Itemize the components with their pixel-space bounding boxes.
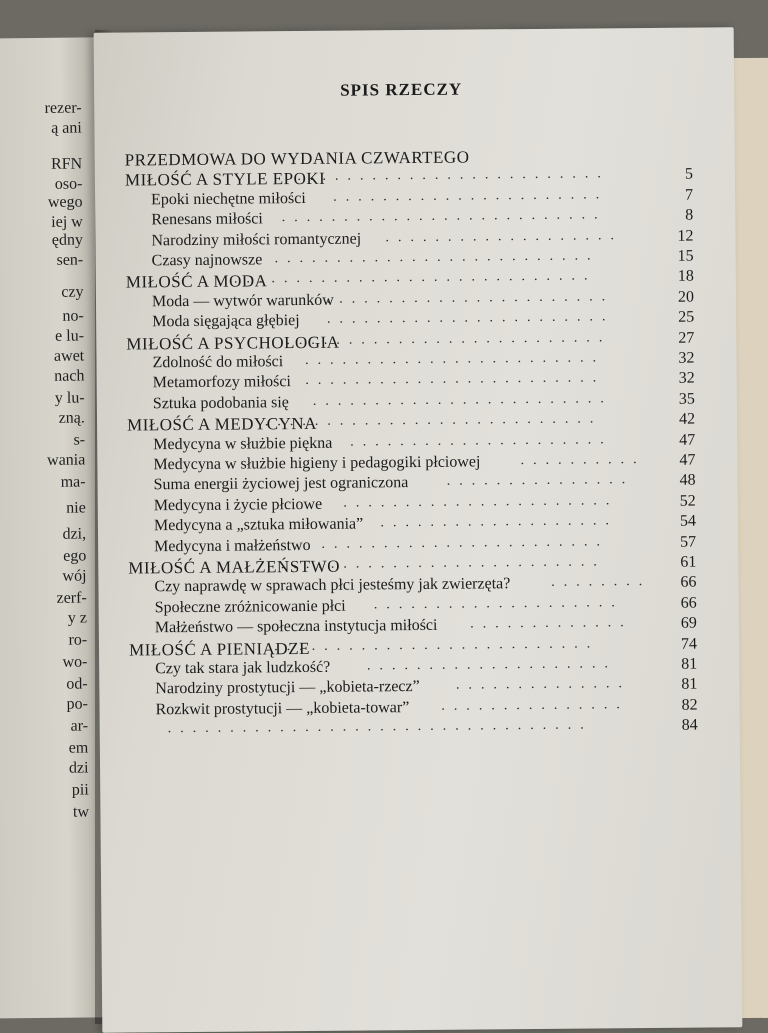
section-title: Czy naprawdę w sprawach płci jesteśmy jak zwierzęta? bbox=[154, 575, 511, 596]
left-page-text-fragment: dzi, bbox=[62, 525, 87, 543]
section-title: Narodziny miłości romantycznej bbox=[151, 230, 362, 249]
chapter-title: MIŁOŚĆ A MEDYCYNA bbox=[126, 414, 318, 435]
page-number: 74 bbox=[680, 635, 698, 653]
left-page-text-fragment: ma- bbox=[60, 473, 86, 491]
page-number: 66 bbox=[680, 573, 697, 592]
page-number: 48 bbox=[679, 471, 696, 490]
page-number: 27 bbox=[678, 329, 695, 347]
left-page-text-fragment: zną. bbox=[58, 409, 85, 427]
section-title: Epoki niechętne miłości bbox=[151, 189, 306, 209]
page-number: 12 bbox=[677, 227, 694, 245]
leader-dots: ........................ bbox=[312, 391, 613, 409]
leader-dots: ....................... bbox=[326, 289, 615, 307]
left-page-text-fragment: e lu- bbox=[55, 327, 85, 345]
left-page-text-fragment: dzi bbox=[68, 759, 89, 777]
left-page-text-fragment: y lu- bbox=[54, 389, 85, 407]
toc-section-row bbox=[100, 717, 720, 742]
leader-dots: .......................... bbox=[274, 636, 600, 654]
page-number: 42 bbox=[678, 410, 696, 428]
leader-dots: ...................... bbox=[333, 187, 609, 205]
table-of-contents bbox=[94, 27, 743, 1033]
section-title: Medycyna w służbie higieny i pedagogiki płciowej bbox=[153, 453, 481, 474]
left-page-text-fragment: nie bbox=[66, 499, 86, 517]
section-title: Społeczne zróżnicowanie płci bbox=[154, 597, 346, 617]
page-number: 32 bbox=[678, 349, 695, 367]
left-page-text-fragment: od- bbox=[66, 675, 88, 693]
leader-dots: .......................... bbox=[274, 248, 600, 267]
leader-dots: ...................... bbox=[343, 493, 619, 511]
chapter-title: MIŁOŚĆ A PIENIĄDZE bbox=[128, 638, 311, 660]
page-number: 84 bbox=[681, 716, 698, 734]
chapter-title: MIŁOŚĆ A MAŁŻEŃSTWO bbox=[128, 556, 341, 578]
page-number: 81 bbox=[681, 655, 698, 673]
page-number: 35 bbox=[678, 390, 695, 408]
leader-dots: ....................... bbox=[326, 309, 615, 327]
section-title: Medycyna i życie płciowe bbox=[153, 495, 323, 515]
section-title: Metamorfozy miłości bbox=[152, 373, 291, 392]
page-number: 47 bbox=[679, 451, 696, 469]
page-number: 82 bbox=[681, 696, 698, 714]
page-number: 18 bbox=[677, 267, 694, 286]
leader-dots: ........................ bbox=[305, 370, 606, 389]
leader-dots: .............. bbox=[455, 676, 632, 694]
page-title: SPIS RZECZY bbox=[340, 79, 463, 100]
leader-dots: ............... bbox=[441, 696, 629, 714]
chapter-title: MIŁOŚĆ A MODA bbox=[125, 271, 268, 292]
left-page-text-fragment: iej w bbox=[51, 213, 83, 231]
left-page-text-fragment: pii bbox=[71, 781, 89, 799]
section-title: Czasy najnowsze bbox=[151, 251, 263, 270]
page-number: 47 bbox=[679, 431, 696, 449]
leader-dots: .................... bbox=[366, 656, 618, 674]
page-number: 61 bbox=[680, 553, 697, 571]
chapter-title: MIŁOŚĆ A STYLE EPOKI bbox=[124, 169, 326, 190]
left-page-text-fragment: wego bbox=[47, 193, 83, 211]
section-title: Medycyna i małżeństwo bbox=[154, 536, 311, 555]
section-title: Moda sięgająca głębiej bbox=[152, 312, 300, 331]
left-page-text-fragment: po- bbox=[66, 695, 88, 713]
section-title: Narodziny prostytucji — „kobieta-rzecz” bbox=[155, 678, 420, 698]
section-title: Medycyna w służbie piękna bbox=[153, 434, 333, 453]
left-page-text-fragment: em bbox=[68, 739, 89, 757]
leader-dots: ............. bbox=[470, 615, 633, 632]
page-number: 8 bbox=[685, 206, 694, 224]
page-number: 54 bbox=[679, 512, 697, 530]
left-page-text-fragment: no- bbox=[62, 307, 84, 325]
section-title: Medycyna a „sztuka miłowania” bbox=[153, 515, 364, 535]
leader-dots: .................................. bbox=[167, 717, 593, 737]
left-page-text-fragment: s- bbox=[73, 431, 86, 449]
leader-dots: ................... bbox=[380, 513, 619, 531]
page-number: 20 bbox=[677, 288, 695, 306]
leader-dots: ................... bbox=[385, 227, 624, 245]
page-number: 7 bbox=[685, 186, 694, 204]
contents-page bbox=[94, 27, 743, 1033]
left-page-text-fragment: ar- bbox=[70, 717, 89, 735]
section-title: Czy tak stara jak ludzkość? bbox=[155, 658, 331, 678]
left-page-text-fragment: tw bbox=[72, 803, 90, 821]
leader-dots: ........................ bbox=[305, 350, 606, 368]
leader-dots: ........ bbox=[551, 574, 652, 591]
page-number: 57 bbox=[680, 533, 697, 551]
left-page-text-fragment: nach bbox=[54, 367, 85, 385]
leader-dots: .......................... bbox=[280, 554, 606, 573]
page-number: 5 bbox=[684, 165, 693, 184]
section-title: Rozkwit prostytucji — „kobieta-towar” bbox=[155, 698, 410, 719]
page-number: 69 bbox=[680, 614, 697, 632]
leader-dots: ............... bbox=[446, 472, 635, 490]
left-page-text-fragment: wój bbox=[62, 567, 87, 585]
chapter-title: MIŁOŚĆ A PSYCHOLOGIA bbox=[126, 332, 340, 354]
leader-dots: .......................... bbox=[286, 329, 612, 348]
left-page-text-fragment: zerf- bbox=[56, 589, 87, 607]
page-number: 81 bbox=[681, 675, 698, 694]
section-title: Sztuka podobania się bbox=[152, 393, 289, 413]
section-title: Suma energii życiowej jest ograniczona bbox=[153, 474, 409, 494]
page-number: 52 bbox=[679, 492, 696, 510]
leader-dots: ........................... bbox=[264, 411, 603, 430]
left-page-text-fragment: y z bbox=[67, 609, 88, 627]
left-page-text-fragment: ro- bbox=[68, 631, 88, 649]
left-page-text-fragment: sen- bbox=[56, 251, 84, 269]
left-page-text-fragment: rezer- bbox=[44, 99, 82, 117]
left-page-text-fragment: oso- bbox=[54, 175, 83, 193]
leader-dots: .......................... bbox=[284, 166, 610, 185]
section-title: Renesans miłości bbox=[151, 210, 263, 229]
section-title: Zdolność do miłości bbox=[152, 353, 284, 372]
page-number: 25 bbox=[678, 308, 695, 326]
left-page-text-fragment: wania bbox=[47, 451, 86, 469]
page-number: 66 bbox=[680, 594, 697, 612]
leader-dots: ..................... bbox=[350, 431, 613, 450]
leader-dots: ....................... bbox=[321, 533, 610, 552]
section-title: Małżeństwo — społeczna instytucja miłości bbox=[154, 617, 438, 637]
chapter-title: PRZEDMOWA DO WYDANIA CZWARTEGO bbox=[124, 147, 470, 170]
left-page-text-fragment: RFN bbox=[50, 155, 83, 173]
leader-dots: .................... bbox=[373, 595, 624, 613]
left-page-text-fragment: awet bbox=[53, 347, 85, 365]
left-page-text-fragment: ędny bbox=[51, 231, 84, 249]
leader-dots: .......................... bbox=[281, 207, 607, 226]
left-page-text-fragment: ą ani bbox=[51, 119, 82, 137]
leader-dots: ............................. bbox=[233, 268, 597, 287]
leader-dots: .......... bbox=[520, 452, 646, 469]
section-title: Moda — wytwór warunków bbox=[151, 291, 334, 311]
left-page-text-fragment: czy bbox=[61, 283, 84, 301]
left-page-text-fragment: ego bbox=[63, 547, 87, 565]
left-page-text-fragment: wo- bbox=[62, 653, 88, 671]
page-number: 15 bbox=[677, 247, 694, 265]
page-number: 32 bbox=[678, 369, 695, 388]
